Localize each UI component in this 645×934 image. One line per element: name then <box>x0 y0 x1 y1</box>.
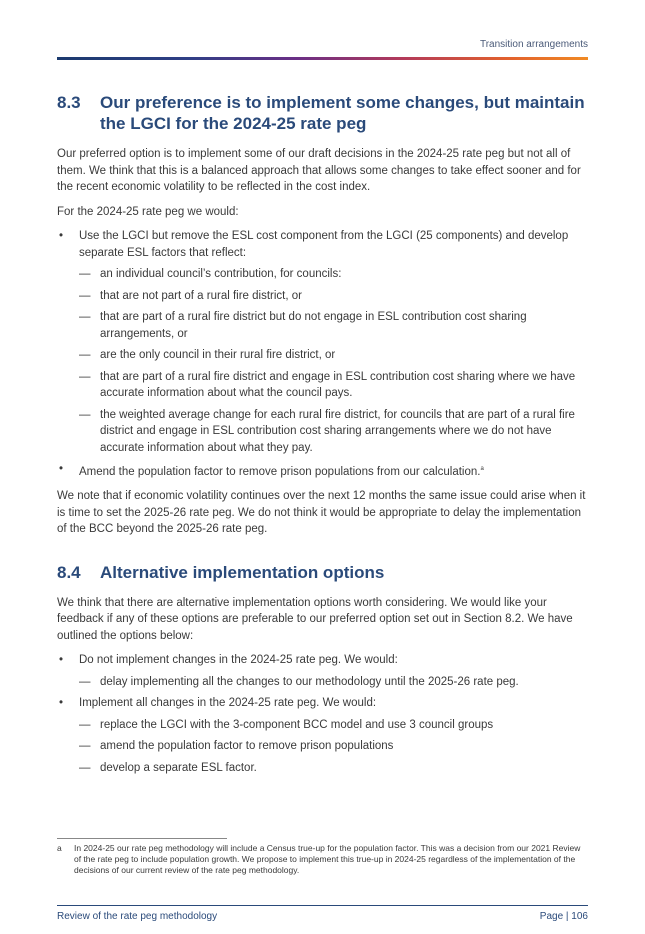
bullet-list <box>57 228 588 480</box>
list-item <box>57 461 588 480</box>
paragraph: We note that if economic volatility continues over the next 12 months the same issue could arise when it is time to set the 2025-26 rate peg. We do not think it would be appropriate to delay the implementation of the BCC beyond the 2025-26 rate peg. <box>57 490 586 536</box>
dash-icon: — <box>79 740 91 753</box>
dash-item <box>79 288 588 305</box>
dash-icon: — <box>79 349 91 361</box>
dash-icon: — <box>79 311 91 323</box>
dash-item <box>79 760 588 777</box>
paragraph: For the 2024-25 rate peg we would: <box>57 205 239 218</box>
dash-item-text: that are part of a rural fire district but do not engage in ESL contribution cost sharing arrangements, or <box>100 311 527 340</box>
page-content <box>57 92 588 784</box>
dash-item <box>79 674 588 691</box>
dash-item <box>79 369 588 402</box>
section-title: Alternative implementation options <box>100 562 385 582</box>
bullet-list <box>57 652 588 776</box>
dash-item <box>79 407 588 457</box>
footnote <box>57 843 588 876</box>
dash-item <box>79 309 588 342</box>
list-item-text: Use the LGCI but remove the ESL cost component from the LGCI (25 components) and develop separate ESL factors that reflect: <box>79 230 569 259</box>
list-item-text: Amend the population factor to remove prison populations from our calculation. <box>79 465 481 478</box>
section-title: Our preference is to implement some changes, but maintain the LGCI for the 2024-25 rate peg <box>100 93 585 133</box>
bullet-icon: • <box>59 230 64 242</box>
dash-icon: — <box>79 370 91 383</box>
section-8-4-heading <box>57 562 588 583</box>
list-item <box>57 695 588 776</box>
footnote-divider <box>57 838 227 839</box>
list-item <box>57 652 588 690</box>
dash-icon: — <box>79 761 91 774</box>
dash-list <box>79 266 588 456</box>
dash-item-text: replace the LGCI with the 3-component BCC model and use 3 council groups <box>100 718 494 731</box>
footer-divider <box>57 905 588 906</box>
section-8-3-heading <box>57 92 588 134</box>
dash-item <box>79 347 588 364</box>
dash-item-text: develop a separate ESL factor. <box>100 761 257 774</box>
header-gradient-rule <box>57 57 588 60</box>
dash-list <box>79 674 588 691</box>
bullet-icon: • <box>59 654 64 667</box>
running-header: Transition arrangements <box>479 39 588 50</box>
dash-icon: — <box>79 268 91 280</box>
dash-list <box>79 717 588 777</box>
list-item-text: Do not implement changes in the 2024-25 rate peg. We would: <box>79 654 398 667</box>
dash-icon: — <box>79 718 91 731</box>
dash-item <box>79 738 588 755</box>
dash-icon: — <box>79 408 91 421</box>
dash-icon: — <box>79 675 91 688</box>
dash-item-text: that are part of a rural fire district and engage in ESL contribution cost sharing where we have accurate information about what the council pays. <box>100 370 576 399</box>
list-item-text: Implement all changes in the 2024-25 rate peg. We would: <box>79 697 377 710</box>
footnote-text: In 2024-25 our rate peg methodology will include a Census true-up for the population factor. This was a decision from our 2021 Review of the rate peg to include population growth. We propose to implement this true-up in 2024-25 regardless of the implementation of the decisions of our current review of the rate peg methodology. <box>74 843 581 875</box>
footer-document-title: Review of the rate peg methodology <box>57 911 218 922</box>
dash-item-text: amend the population factor to remove prison populations <box>100 740 394 753</box>
page-number: Page | 106 <box>539 911 588 922</box>
section-spacer <box>57 546 588 562</box>
bullet-icon: • <box>59 697 64 710</box>
dash-icon: — <box>79 289 91 302</box>
dash-item <box>79 717 588 734</box>
section-number: 8.3 <box>57 93 81 112</box>
paragraph: Our preferred option is to implement some of our draft decisions in the 2024-25 rate peg but not all of them. We think that this is a balanced approach that allows some changes to take effect sooner and for the recent economic volatility to be reflected in the cost index. <box>57 148 581 193</box>
footnote-mark: a <box>57 843 62 853</box>
section-number: 8.4 <box>57 562 81 582</box>
list-item <box>57 228 588 456</box>
bullet-icon: • <box>59 463 64 475</box>
dash-item-text: an individual council’s contribution, for councils: <box>100 268 342 280</box>
dash-item-text: are the only council in their rural fire district, or <box>100 349 336 361</box>
dash-item-text: delay implementing all the changes to our methodology until the 2025-26 rate peg. <box>100 675 519 688</box>
dash-item-text: that are not part of a rural fire district, or <box>100 289 302 302</box>
dash-item <box>79 266 588 283</box>
paragraph: We think that there are alternative implementation options worth considering. We would like your feedback if any of these options are preferable to our preferred option set out in Section 8.2. We have outlined the options below: <box>57 596 573 642</box>
footnote-marker[interactable]: a <box>480 466 484 472</box>
dash-item-text: the weighted average change for each rural fire district, for councils that are part of a rural fire district and engage in ESL contribution cost sharing arrangements where we do not have accurate information about what they pay. <box>100 408 575 454</box>
